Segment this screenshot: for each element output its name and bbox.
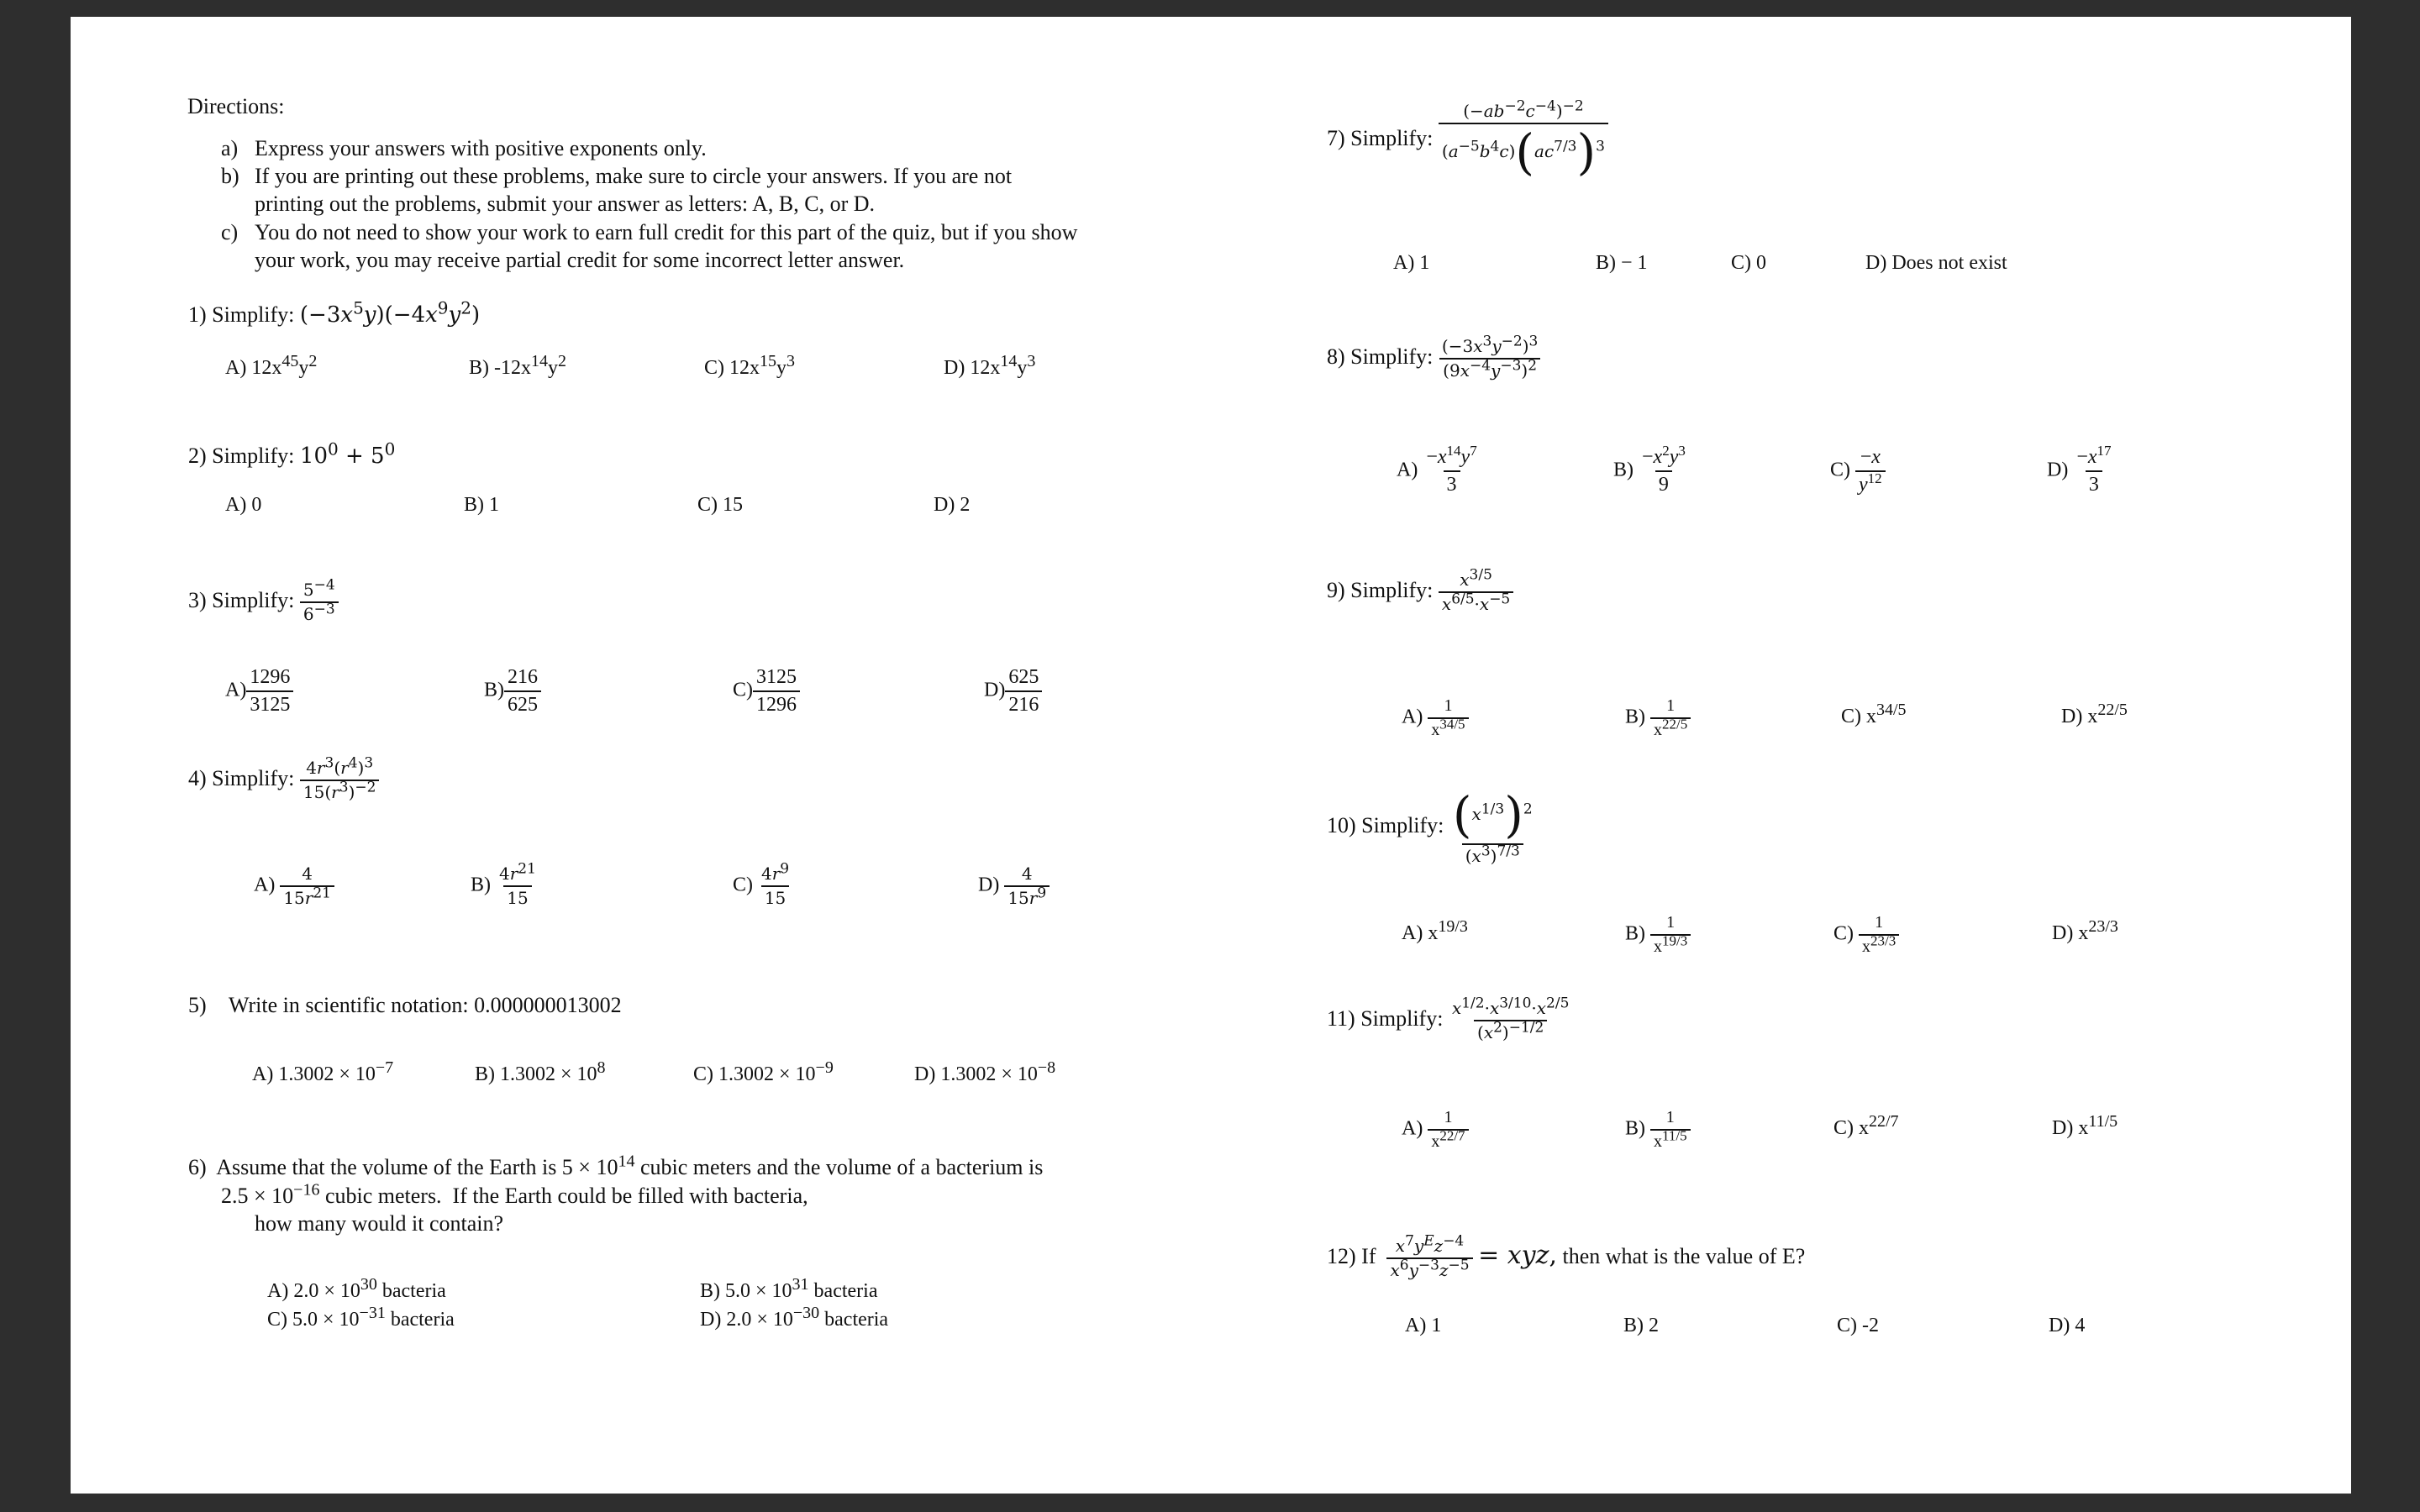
q3-option-d[interactable]: D) $\frac{625}{216}$ <box>984 667 1042 716</box>
q7-option-d[interactable]: D) Does not exist <box>1865 252 2007 274</box>
q12-option-a[interactable]: A) 1 <box>1405 1315 1442 1336</box>
q6-text-line3: how many would it contain? <box>255 1211 504 1236</box>
q10-label: 10) Simplify: <box>1327 812 1444 837</box>
direction-a-letter: a) <box>221 136 239 160</box>
q7-option-b[interactable]: B) − 1 <box>1596 252 1648 274</box>
q12-suffix: then what is the value of E? <box>1562 1243 1806 1268</box>
q8-option-c[interactable]: C) $\frac{-x}{y^{12}}$ <box>1830 447 1886 496</box>
q9-option-b[interactable]: B) $\frac{1}{x^{22/5}}$ <box>1625 697 1691 739</box>
direction-c-text-line2: your work, you may receive partial credit for some incorrect letter answer. <box>255 248 905 272</box>
q12-option-d[interactable]: D) 4 <box>2049 1315 2086 1336</box>
q3-option-a[interactable]: A) $\frac{1296}{3125}$ <box>225 667 293 716</box>
q11-option-a[interactable]: A) $\frac{1}{x^{22/7}}$ <box>1402 1109 1469 1151</box>
q11-option-d[interactable]: D) $x^{11/5}$ <box>2052 1112 2118 1139</box>
q4-option-d[interactable]: D) $\frac{4}{15r^9}$ <box>978 865 1050 907</box>
direction-b-text-line1: If you are printing out these problems, make sure to circle your answers. If you are not <box>255 164 1013 188</box>
q5-option-b[interactable]: B) $1.3002 \times 10^8$ <box>475 1058 606 1085</box>
q7-option-a[interactable]: A) 1 <box>1393 252 1430 274</box>
q9-option-a[interactable]: A) $\frac{1}{x^{34/5}}$ <box>1402 697 1469 739</box>
q3-question <box>188 576 339 624</box>
q6-text-line1: 6) Assume that the volume of the Earth is $5 \times 10^{14}$ cubic meters and the volume of a bacterium is <box>188 1152 1044 1179</box>
direction-c-text-line1: You do not need to show your work to earn full credit for this part of the quiz, but if you show <box>255 220 1078 244</box>
q6-option-b[interactable]: B) $5.0 \times 10^{31}$ bacteria <box>700 1275 878 1302</box>
q1-option-c[interactable]: C) $12x^{15}y^3$ <box>704 352 795 379</box>
direction-b-letter: b) <box>221 164 239 188</box>
worksheet-page <box>71 17 2351 1494</box>
q8-question <box>1327 333 1541 381</box>
direction-a-text: Express your answers with positive exponents only. <box>255 136 707 160</box>
q12-option-c[interactable]: C) -2 <box>1837 1315 1879 1336</box>
q1-label: 1) Simplify: <box>188 302 295 327</box>
q4-label: 4) Simplify: <box>188 765 295 790</box>
q5-number: 5) <box>188 993 207 1017</box>
q2-option-d[interactable]: D) 2 <box>934 494 971 516</box>
q8-option-b[interactable]: B) $\frac{-x^2y^3}{9}$ <box>1613 443 1686 496</box>
q1-expression: $(-3x^5y)(-4x^9y^2)$ <box>299 297 481 328</box>
q6-option-d[interactable]: D) $2.0 \times 10^{-30}$ bacteria <box>700 1304 889 1331</box>
q3-option-b[interactable]: B) $\frac{216}{625}$ <box>484 667 541 716</box>
q4-option-a[interactable]: A) $\frac{4}{15r^{21}}$ <box>254 865 334 907</box>
q12-expression: $\frac{x^7y^Ez^{-4}}{x^6y^{-3}z^{-5}}$ <box>1386 1237 1472 1279</box>
q6-option-a[interactable]: A) $2.0 \times 10^{30}$ bacteria <box>267 1275 446 1302</box>
q9-question <box>1327 566 1513 614</box>
q10-option-a[interactable]: A) $x^{19/3}$ <box>1402 917 1468 944</box>
q4-question <box>188 754 379 802</box>
q2-option-a[interactable]: A) 0 <box>225 494 262 516</box>
q10-expression: $\frac{(x^{1/3})^2}{(x^3)^{7/3}}$ <box>1452 786 1533 866</box>
q4-option-b[interactable]: B) $\frac{4r^{21}}{15}$ <box>471 860 536 908</box>
q8-option-a[interactable]: A) $\frac{-x^{14}y^7}{3}$ <box>1397 443 1477 496</box>
q7-label: 7) Simplify: <box>1327 125 1434 150</box>
q5-option-a[interactable]: A) $1.3002 \times 10^{-7}$ <box>252 1058 394 1085</box>
q12-equals-xyz: = xyz, <box>1478 1240 1557 1270</box>
q10-option-c[interactable]: C) $\frac{1}{x^{23/3}}$ <box>1833 914 1899 956</box>
q8-expression: $\frac{(-3x^3y^{-2})^3}{(9x^{-4}y^{-3})^2}$ <box>1439 338 1541 380</box>
q8-label: 8) Simplify: <box>1327 344 1434 369</box>
q9-expression: $\frac{x^{3/5}}{x^{6/5}\cdot x^{-5}}$ <box>1439 571 1513 613</box>
q2-question <box>188 438 396 469</box>
q11-question <box>1327 995 1572 1042</box>
q2-option-b[interactable]: B) 1 <box>464 494 499 516</box>
q12-question <box>1327 1232 1806 1280</box>
q7-option-c[interactable]: C) 0 <box>1731 252 1766 274</box>
q6-option-c[interactable]: C) $5.0 \times 10^{-31}$ bacteria <box>267 1304 455 1331</box>
direction-c-letter: c) <box>221 220 239 244</box>
q11-expression: $\frac{x^{1/2}\cdot x^{3/10}\cdot x^{2/5}}{(x^2)^{-1/2}}$ <box>1451 995 1570 1042</box>
q5-text: Write in scientific notation: 0.000000013002 <box>229 993 622 1017</box>
q12-option-b[interactable]: B) 2 <box>1623 1315 1659 1336</box>
q11-option-b[interactable]: B) $\frac{1}{x^{11/5}}$ <box>1625 1109 1691 1151</box>
q9-option-c[interactable]: C) $x^{34/5}$ <box>1841 701 1907 727</box>
q3-expression: $\frac{5^{-4}}{6^{-3}}$ <box>300 581 339 623</box>
q8-option-d[interactable]: D) $\frac{-x^{17}}{3}$ <box>2047 443 2112 496</box>
q9-label: 9) Simplify: <box>1327 577 1434 602</box>
q5-option-c[interactable]: C) $1.3002 \times 10^{-9}$ <box>693 1058 834 1085</box>
direction-b-text-line2: printing out the problems, submit your answer as letters: A, B, C, or D. <box>255 192 876 216</box>
q12-prefix: 12) If <box>1327 1243 1376 1268</box>
q11-option-c[interactable]: C) $x^{22/7}$ <box>1833 1112 1899 1139</box>
q1-question <box>188 297 481 328</box>
q2-expression: $10^0 + 5^0$ <box>299 438 396 469</box>
q1-option-b[interactable]: B) $-12x^{14}y^2$ <box>469 352 566 379</box>
q11-label: 11) Simplify: <box>1327 1005 1444 1031</box>
q10-option-b[interactable]: B) $\frac{1}{x^{19/3}}$ <box>1625 914 1691 956</box>
q10-option-d[interactable]: D) $x^{23/3}$ <box>2052 917 2118 944</box>
q9-option-d[interactable]: D) $x^{22/5}$ <box>2061 701 2128 727</box>
q7-question <box>1327 97 1608 181</box>
q4-option-c[interactable]: C) $\frac{4r^9}{15}$ <box>733 860 790 908</box>
q1-option-a[interactable]: A) $12x^{45}y^2$ <box>225 352 318 379</box>
q10-question <box>1327 786 1536 866</box>
q1-option-d[interactable]: D) $12x^{14}y^3$ <box>944 352 1036 379</box>
q6-text-line2: $2.5 \times 10^{-16}$ cubic meters. If the Earth could be filled with bacteria, <box>221 1180 808 1208</box>
q5-option-d[interactable]: D) $1.3002 \times 10^{-8}$ <box>914 1058 1056 1085</box>
q2-option-c[interactable]: C) 15 <box>697 494 743 516</box>
q7-expression: $\frac{(-ab^{-2}c^{-4})^{-2}}{(a^{-5}b^4c)(ac^{7/3})^3}$ <box>1439 102 1608 178</box>
q4-expression: $\frac{4r^3(r^4)^3}{15(r^3)^{-2}}$ <box>300 759 380 801</box>
q3-label: 3) Simplify: <box>188 587 295 612</box>
q2-label: 2) Simplify: <box>188 444 295 468</box>
q3-option-c[interactable]: C) $\frac{3125}{1296}$ <box>733 667 800 716</box>
directions-title: Directions: <box>187 94 285 118</box>
